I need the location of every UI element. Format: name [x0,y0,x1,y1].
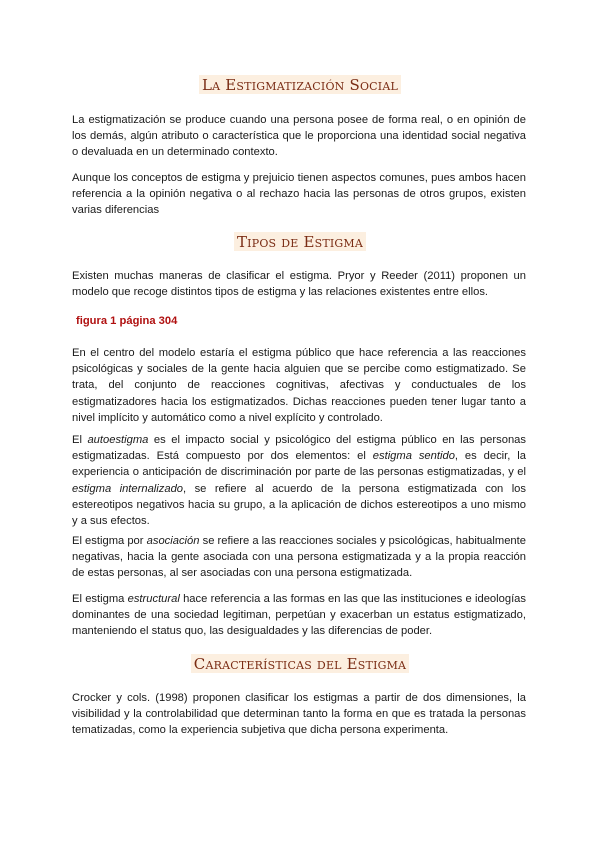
section-title-caracteristicas: Características del Estigma [0,655,600,673]
paragraph-autoestigma: El autoestigma es el impacto social y psicológico del estigma público en las personas estigmatizadas. Está compuesto por dos elementos: el estigma sentido, es decir, la experiencia o anticipación de discriminación por parte de las personas estigmatizadas, y el estigma internalizado, se refiere al acuerdo de la persona estigmatizada con los estereotipos negativos hacia su grupo, a la aplicación de dichos estereotipos a uno mismo y a sus efectos. [72,434,526,528]
paragraph-estructural: El estigma estructural hace referencia a las formas en las que las instituciones e ideologías dominantes de una sociedad legitiman, perpetúan y exacerban un estatus estigmatizado, manteniendo el status quo, las desigualdades y las diferencias de poder. [72,593,526,638]
paragraph-diferencias: Aunque los conceptos de estigma y prejuicio tienen aspectos comunes, pues ambos hacen referencia a la opinión negativa o al rechazo hacia las personas de otros grupos, existen varias diferencias [72,172,526,217]
section-title-tipos: Tipos de Estigma [0,233,600,251]
paragraph-definicion: La estigmatización se produce cuando una persona posee de forma real, o en opinión de los demás, algún atributo o característica que le proporciona una identidad social negativa o devaluada en un determinado contexto. [72,114,526,159]
paragraph-estigma-publico: En el centro del modelo estaría el estigma público que hace referencia a las reacciones psicológicas y sociales de la gente hacia alguien que se percibe como estigmatizado. Se trata, del conjunto de reacciones cognitivas, afectivas y conductuales de los estigmatizadores hacia los estigmatizados. Dichas reacciones pueden tener lugar tanto a nivel implícito y automático como a nivel explícito y controlado. [72,347,526,424]
paragraph-asociacion: El estigma por asociación se refiere a las reacciones sociales y psicológicas, habitualmente negativas, hacia la gente asociada con una persona estigmatizada y a la propia reacción de estas personas, al ser asociadas con una persona estigmatizada. [72,535,526,580]
figure-reference: figura 1 página 304 [76,315,178,327]
paragraph-modelo: Existen muchas maneras de clasificar el estigma. Pryor y Reeder (2011) proponen un modelo que recoge distintos tipos de estigma y las relaciones existentes entre ellos. [72,270,526,299]
section-title-estigmatizacion: La Estigmatización Social [0,76,600,94]
paragraph-dimensiones: Crocker y cols. (1998) proponen clasificar los estigmas a partir de dos dimensiones, la visibilidad y la controlabilidad que determinan tanto la forma en que es tratada la personas tematizadas, como la experiencia subjetiva que dicha persona experimenta. [72,692,526,737]
